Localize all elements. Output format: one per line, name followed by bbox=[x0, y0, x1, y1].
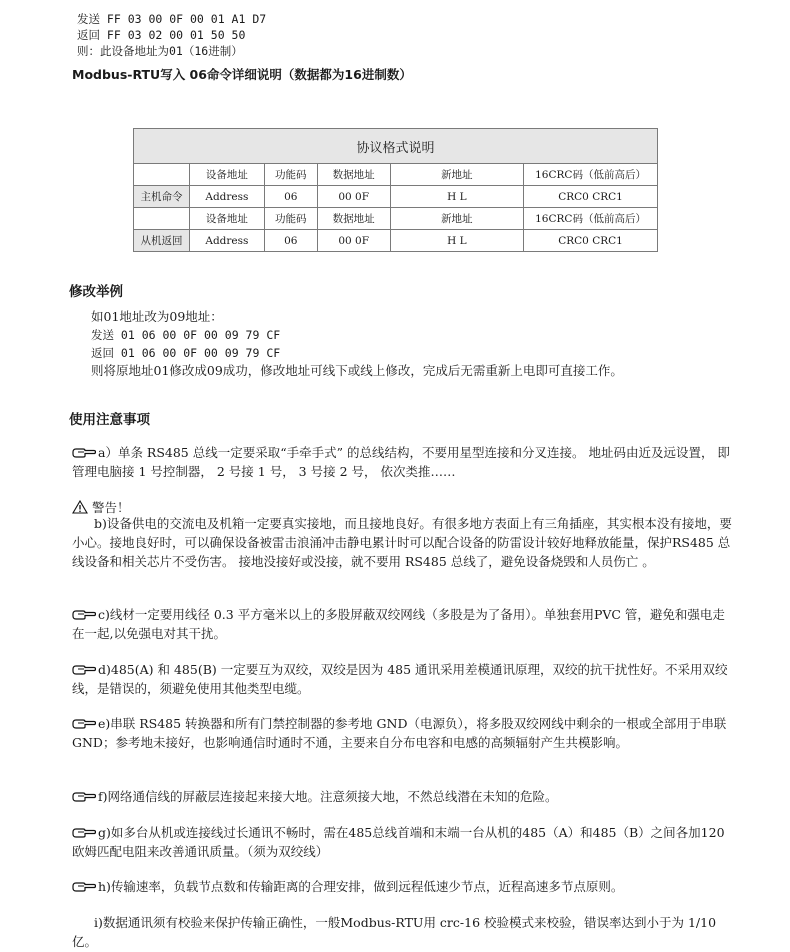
table-cell: 06 bbox=[264, 186, 317, 208]
result-line: 则：此设备地址为01（16进制） bbox=[77, 44, 243, 58]
example-line-2: 发送 01 06 00 0F 00 09 79 CF bbox=[91, 328, 281, 342]
example-heading: 修改举例 bbox=[69, 284, 123, 300]
table-cell: 00 0F bbox=[317, 230, 390, 252]
warning-label: 警告！ bbox=[91, 500, 130, 515]
pointing-hand-icon bbox=[72, 609, 96, 620]
table-cell: H L bbox=[390, 186, 523, 208]
modbus-06-heading: Modbus-RTU写入 06命令详细说明（数据都为16进制数） bbox=[72, 67, 412, 82]
pointing-hand-icon bbox=[72, 827, 96, 838]
table-title: 协议格式说明 bbox=[134, 129, 658, 164]
note-i bbox=[72, 913, 732, 951]
table-cell: Address bbox=[189, 230, 264, 252]
slave-return-label: 从机返回 bbox=[134, 230, 190, 252]
note-f-text: f)网络通信线的屏蔽层连接起来接大地。注意须接大地，不然总线潜在未知的危险。 bbox=[98, 789, 558, 804]
table-header-cell: 功能码 bbox=[264, 164, 317, 186]
note-c bbox=[72, 605, 732, 643]
table-header-cell: 功能码 bbox=[264, 208, 317, 230]
table-cell: CRC0 CRC1 bbox=[524, 186, 658, 208]
note-b bbox=[72, 514, 732, 571]
table-header-row bbox=[134, 164, 658, 186]
table-cell: 00 0F bbox=[317, 186, 390, 208]
table-cell: 06 bbox=[264, 230, 317, 252]
pointing-hand-icon bbox=[72, 664, 96, 675]
table-header-cell: 新地址 bbox=[390, 164, 523, 186]
table-header-cell: 设备地址 bbox=[189, 208, 264, 230]
table-header-cell: 新地址 bbox=[390, 208, 523, 230]
table-header-cell: 设备地址 bbox=[189, 164, 264, 186]
table-corner-cell bbox=[134, 164, 190, 186]
example-line-1: 如01地址改为09地址： bbox=[91, 309, 223, 324]
example-line-3: 返回 01 06 00 0F 00 09 79 CF bbox=[91, 346, 281, 360]
table-header-row bbox=[134, 208, 658, 230]
example-line-4: 则将原地址01修改成09成功，修改地址可线下或线上修改，完成后无需重新上电即可直接工作。 bbox=[91, 363, 623, 378]
notes-heading: 使用注意事项 bbox=[69, 412, 150, 428]
table-row bbox=[134, 230, 658, 252]
send-line: 发送 FF 03 00 0F 00 01 A1 D7 bbox=[77, 12, 267, 26]
note-a-text: a）单条 RS485 总线一定要采取“手牵手式” 的总线结构，不要用星型连接和分叉连接。 地址码由近及远设置， 即管理电脑接 1 号控制器， 2 号接 1 号， 3 号接 2 号， 依次类推…… bbox=[72, 445, 730, 479]
note-f bbox=[72, 787, 732, 806]
pointing-hand-icon bbox=[72, 447, 96, 458]
note-e-text: e)串联 RS485 转换器和所有门禁控制器的参考地 GND（电源负），将多股双绞网线中剩余的一根或全部用于串联 GND；参考地未接好，也影响通信时通时不通，主要来自分布电容和电感的高频辐射产生共模影响。 bbox=[72, 716, 727, 750]
table-header-cell: 16CRC码（低前高后） bbox=[524, 208, 658, 230]
table-cell: CRC0 CRC1 bbox=[524, 230, 658, 252]
table-header-cell: 数据地址 bbox=[317, 164, 390, 186]
pointing-hand-icon bbox=[72, 718, 96, 729]
table-header-cell: 16CRC码（低前高后） bbox=[524, 164, 658, 186]
note-d-text: d)485(A) 和 485(B) 一定要互为双绞，双绞是因为 485 通讯采用差模通讯原理，双绞的抗干扰性好。不采用双绞线，是错误的，须避免使用其他类型电缆。 bbox=[72, 662, 728, 696]
table-title-row bbox=[134, 129, 658, 164]
note-h-text: h)传输速率，负载节点数和传输距离的合理安排，做到远程低速少节点，近程高速多节点原则。 bbox=[98, 879, 624, 894]
note-c-text: c)线材一定要用线径 0.3 平方毫米以上的多股屏蔽双绞网线（多股是为了备用）。单独套用PVC 管，避免和强电走在一起,以免强电对其干扰。 bbox=[72, 607, 725, 641]
note-a bbox=[72, 443, 732, 481]
table-cell: Address bbox=[189, 186, 264, 208]
pointing-hand-icon bbox=[72, 881, 96, 892]
table-header-cell: 数据地址 bbox=[317, 208, 390, 230]
host-command-label: 主机命令 bbox=[134, 186, 190, 208]
pointing-hand-icon bbox=[72, 791, 96, 802]
note-g-text: g)如多台从机或连接线过长通讯不畅时，需在485总线首端和末端一台从机的485（A）和485（B）之间各加120欧姆匹配电阻来改善通讯质量。（须为双绞线） bbox=[72, 825, 725, 859]
table-corner-cell bbox=[134, 208, 190, 230]
warning-triangle-icon bbox=[72, 500, 88, 514]
note-g bbox=[72, 823, 732, 861]
note-h bbox=[72, 877, 732, 896]
table-row bbox=[134, 186, 658, 208]
protocol-table bbox=[133, 128, 658, 252]
table-cell: H L bbox=[390, 230, 523, 252]
note-i-text: i)数据通讯须有校验来保护传输正确性，一般Modbus-RTU用 crc-16 校验模式来校验，错误率达到小于为 1/10 亿。 bbox=[72, 915, 717, 949]
note-e bbox=[72, 714, 732, 752]
note-d bbox=[72, 660, 732, 698]
note-b-text: b)设备供电的交流电及机箱一定要真实接地，而且接地良好。有很多地方表面上有三角插座，其实根本没有接地，要小心。接地良好时，可以确保设备被雷击浪涌冲击静电累计时可以配合设备的防雷设计较好地释放能量，保护RS485 总线设备和相关芯片不受伤害。 接地没接好或没接，就不要用 RS485 总线了，避免设备烧毁和人员伤亡 。 bbox=[72, 516, 732, 569]
return-line: 返回 FF 03 02 00 01 50 50 bbox=[77, 28, 246, 42]
